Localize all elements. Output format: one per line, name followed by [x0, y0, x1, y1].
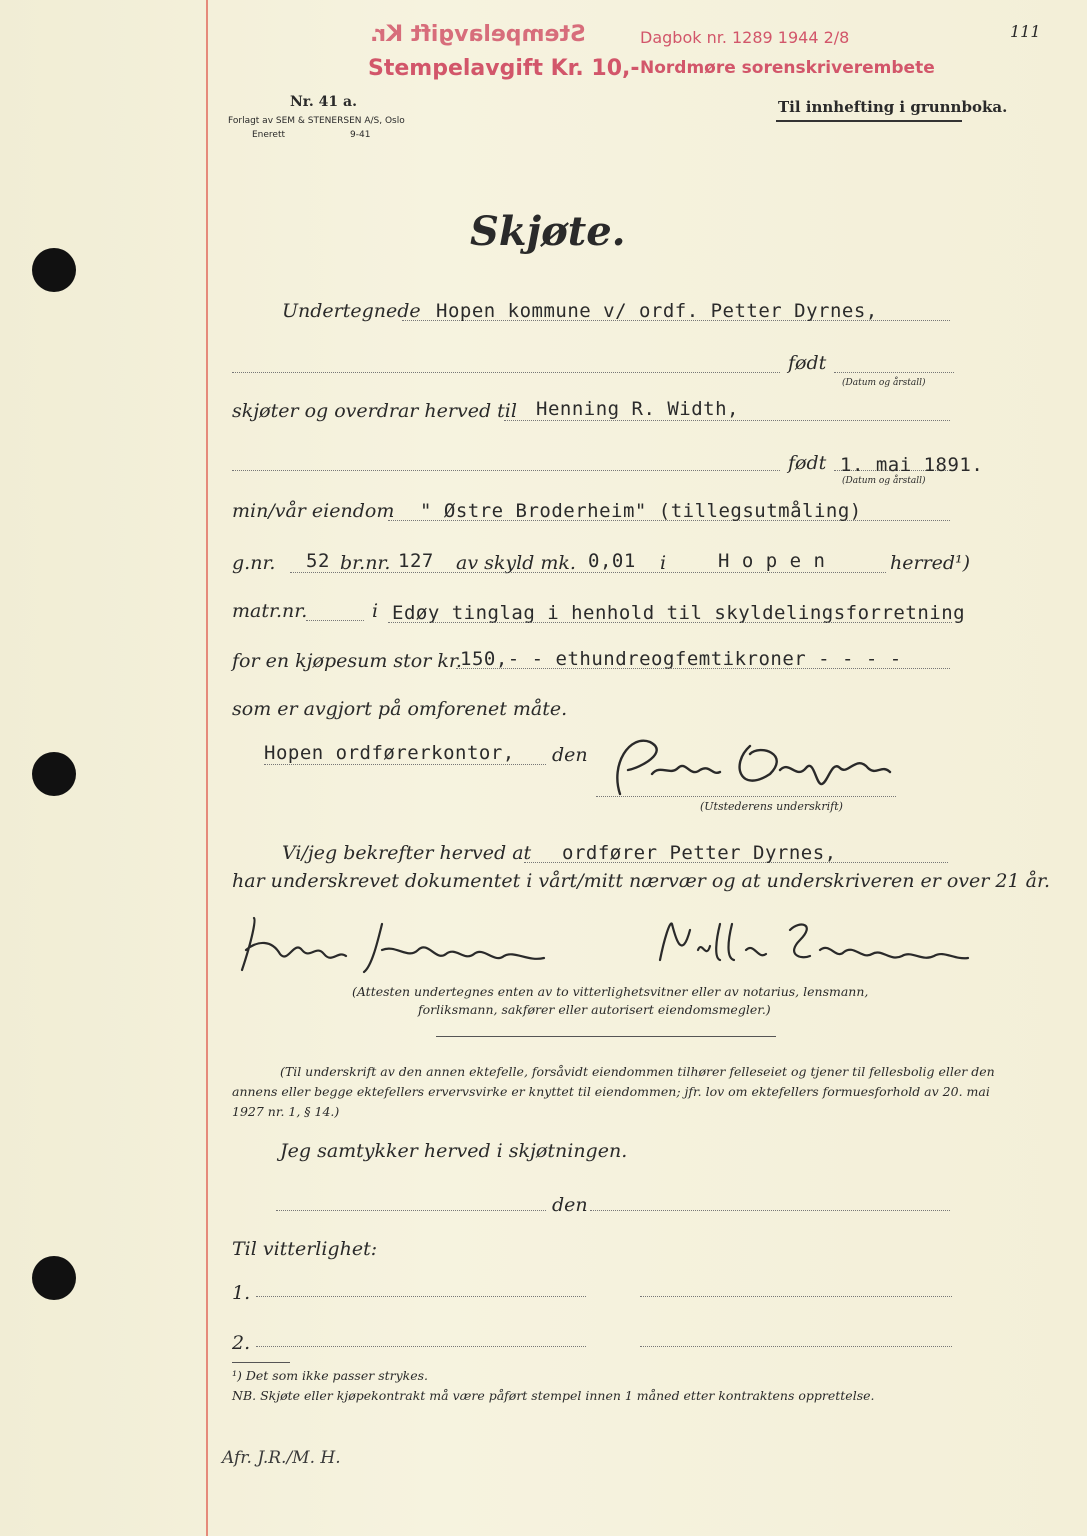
skjoter-label: skjøter og overdrar herved til — [232, 400, 517, 422]
witness-2-number: 2. — [232, 1332, 251, 1354]
issuer-signature — [600, 724, 900, 804]
divider — [436, 1036, 776, 1037]
header-underline — [776, 120, 962, 122]
attest-note2: forliksmann, sakfører eller autorisert eiendomsmegler.) — [418, 1002, 771, 1017]
spouse-note1: (Til underskrift av den annen ektefelle, forsåvidt eiendommen tilhører felleseiet og tjener til fellesbolig eller den — [280, 1064, 995, 1079]
witness-signature-1 — [232, 910, 562, 980]
consent-text: Jeg samtykker herved i skjøtningen. — [280, 1140, 628, 1162]
spouse-note3: 1927 nr. 1, § 14.) — [232, 1104, 340, 1119]
footnote-rule — [232, 1362, 290, 1363]
dotted-line — [290, 572, 886, 573]
document-title: Skjøte. — [470, 208, 626, 255]
i-label: i — [660, 552, 667, 574]
skjoter-value: Henning R. Width, — [536, 398, 739, 420]
dotted-line — [232, 470, 780, 471]
witness-2-line-b — [640, 1346, 952, 1347]
fodt-label: født — [788, 352, 827, 374]
witness-1-line-a — [256, 1296, 586, 1297]
page-number: 111 — [1010, 22, 1041, 41]
matr-i-label: i — [372, 600, 379, 622]
undertegnede-value: Hopen kommune v/ ordf. Petter Dyrnes, — [436, 300, 878, 322]
fodt2-value: 1. mai 1891. — [840, 454, 984, 476]
header-right: Til innhefting i grunnboka. — [778, 98, 1008, 116]
margin-annotation: Afr. J.R./M. H. — [222, 1448, 341, 1468]
witness-1-number: 1. — [232, 1282, 251, 1304]
kjop-value: 150,- - ethundreogfemtikroner - - - - — [460, 648, 902, 670]
dotted-line — [590, 1210, 950, 1211]
punch-hole — [32, 248, 76, 292]
punch-hole — [32, 1256, 76, 1300]
footnote-1: ¹) Det som ikke passer strykes. — [232, 1368, 429, 1383]
stamp-dagbok: Dagbok nr. 1289 1944 2/8 — [640, 28, 850, 47]
eiendom-label: min/vår eiendom — [232, 500, 395, 522]
avgjort-text: som er avgjort på omforenet måte. — [232, 698, 568, 720]
attest-note1: (Attesten undertegnes enten av to vitterlighetsvitner eller av notarius, lensmann, — [352, 984, 869, 999]
attest-line2: har underskrevet dokumentet i vårt/mitt nærvær og at underskriveren er over 21 år. — [232, 870, 1050, 892]
dotted-line — [232, 372, 780, 373]
skyld-label: av skyld mk. — [456, 552, 576, 574]
stamp-office: Nordmøre sorenskriverembete — [640, 58, 935, 78]
kjop-label: for en kjøpesum stor kr. — [232, 650, 462, 672]
attest-value: ordfører Petter Dyrnes, — [562, 842, 837, 864]
undertegnede-label: Undertegnede — [282, 300, 421, 322]
brnr-value: 127 — [398, 550, 434, 572]
form-edition: 9-41 — [350, 130, 371, 140]
margin-line — [206, 0, 208, 1536]
spouse-note2: annens eller begge ektefellers ervervsvirke er knyttet til eiendommen; jfr. lov om ektefellers formuesforhold av 20. mai — [232, 1084, 990, 1099]
dotted-line — [456, 668, 950, 669]
brnr-label: br.nr. — [340, 552, 391, 574]
punch-hole — [32, 752, 76, 796]
stamp-stempelavgift: Stempelavgift Kr. 10,- — [368, 56, 640, 81]
dotted-line — [264, 764, 546, 765]
utsteder-hint: (Utstederens underskrift) — [700, 800, 843, 813]
eiendom-value: " Østre Broderheim" (tillegsutmåling) — [420, 500, 862, 522]
dotted-line — [504, 420, 950, 421]
datum-hint: (Datum og årstall) — [842, 476, 926, 486]
witness-1-line-b — [640, 1296, 952, 1297]
dotted-line — [276, 1210, 546, 1211]
matr-value: Edøy tinglag i henhold til skyldelingsforretning — [392, 602, 966, 624]
form-publisher: Forlagt av SEM & STENERSEN A/S, Oslo — [228, 116, 405, 126]
witness-2-line-a — [256, 1346, 586, 1347]
herred-value: H o p e n — [718, 550, 826, 572]
herred-label: herred¹) — [890, 552, 971, 574]
stamp-mirrored: Stempelavgift Kr. — [370, 22, 586, 47]
gnr-value: 52 — [306, 550, 330, 572]
den-label: den — [552, 744, 588, 766]
dotted-line — [834, 372, 954, 373]
footnote-nb: NB. Skjøte eller kjøpekontrakt må være påført stempel innen 1 måned etter kontraktens opprettelse. — [232, 1388, 875, 1403]
datum-hint: (Datum og årstall) — [842, 378, 926, 388]
fodt2-label: født — [788, 452, 827, 474]
dotted-line — [388, 622, 952, 623]
form-enerett: Enerett — [252, 130, 286, 140]
vitterlighet-label: Til vitterlighet: — [232, 1238, 378, 1260]
dotted-line — [306, 620, 364, 621]
witness-signature-2 — [650, 910, 980, 980]
skyld-value: 0,01 — [588, 550, 636, 572]
matr-label: matr.nr. — [232, 600, 308, 622]
place-value: Hopen ordførerkontor, — [264, 742, 515, 764]
spouse-den-label: den — [552, 1194, 588, 1216]
gnr-label: g.nr. — [232, 552, 276, 574]
attest-label: Vi/jeg bekrefter herved at — [282, 842, 532, 864]
form-number: Nr. 41 a. — [290, 94, 357, 110]
